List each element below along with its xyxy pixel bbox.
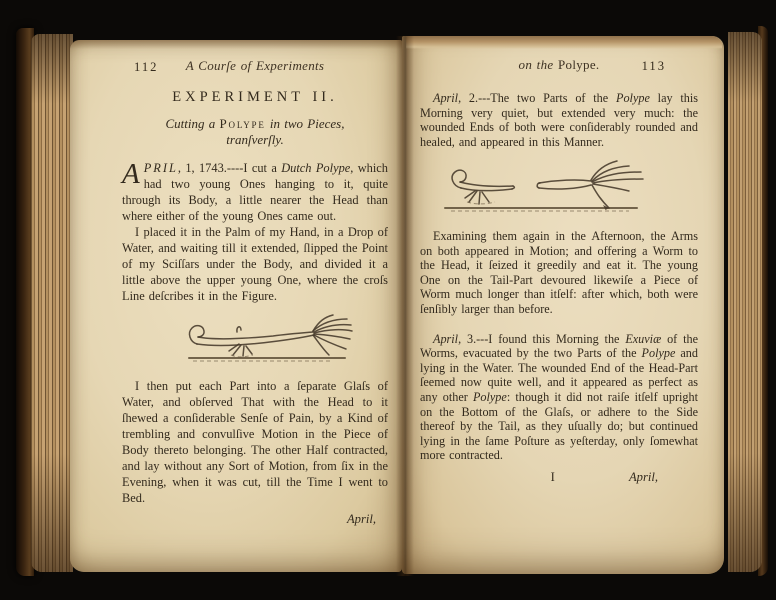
right-page-header [420, 58, 698, 76]
two-polype-parts-engraving [437, 158, 652, 220]
subtitle-line-1: Cutting a Polype in two Pieces, [165, 116, 345, 131]
left-page-header [122, 58, 388, 76]
two-polype-parts-figure [420, 158, 698, 224]
right-page [402, 36, 724, 574]
drop-cap-A: A [122, 158, 140, 190]
paragraph-examining: Examining them again in the Afternoon, the Arms on both appeared in Motion; and offering a Worm to the Head, it ſeized it greedily and eat it. The young One on the Tail-Part devoured likewiſe a Piece of Worm much longer than itſelf: after which, both were ſenſibly larger than before. [420, 228, 698, 316]
experiment-heading: EXPERIMENT II. [172, 89, 338, 105]
left-page-top-shadow [70, 40, 402, 49]
page-edges-right [728, 32, 762, 572]
right-page-footer [420, 470, 698, 488]
paragraph-april-1 [122, 160, 388, 224]
subtitle-line-2: tranſverſly. [226, 132, 284, 147]
right-page-top-edges [406, 36, 722, 49]
experiment-subtitle [122, 116, 388, 148]
left-catchword-row [122, 511, 388, 527]
polype-cut-figure [122, 313, 388, 373]
polype-cut-engraving [183, 313, 353, 369]
catchword-left: April, [346, 512, 376, 526]
paragraph-palm-of-hand: I placed it in the Palm of my Hand, in a Drop of Water, and waiting till it extended, ſlipped the Point of my Sciſſars under the Body, and divided it a little above the upper young One, where the croſs Line deſcribes it in the Figure. [122, 225, 388, 303]
paragraph-april-1-text: PRIL, 1, 1743.----I cut a Dutch Polype, which had two young Ones hanging to it, quite through its Body, a little nearer the Head than where either of the young Ones came out. [122, 161, 389, 223]
open-book [16, 26, 768, 578]
paragraph-april-3: April, 3.---I found this Morning the Exuviæ of the Worms, evacuated by the two Parts of the Polype and lying in the Water. The wounded End of the Head-Part ſeemed now quite well, and it appeared as perfect as any other Polype: though it did not raiſe itſelf upright on the Bottom of the Glaſs, or adhere to the Side thereof by the Tail, as they uſually do; but continued lying in the ſame Poſture as yeſterday, only ſomewhat more contracted. [420, 331, 698, 463]
page-number-right: 113 [641, 59, 666, 73]
signature-mark: I [550, 469, 555, 484]
page-edges-left [31, 34, 73, 572]
running-title-left: A Courſe of Experiments [185, 58, 325, 73]
paragraph-separate-glass: I then put each Part into a ſeparate Glaſs of Water, and obſerved That with the Head to it ſhewed a conſiderable Senſe of Pain, by a Kind of trembling and convulſive Motion in the Piece of Body thereto belonging. The other Half contracted, and lay without any Sort of Motion, from ſix in the Evening, when it was cut, till the Time I went to Bed. [122, 379, 388, 505]
paragraph-april-2: April, 2.---The two Parts of the Polype lay this Morning very quiet, but extended very much: the wounded Ends of both were conſiderably rounded and healed, and appeared in this Manner. [420, 91, 699, 149]
right-page-content [420, 58, 698, 488]
left-page [70, 40, 402, 572]
page-number-left: 112 [134, 60, 159, 74]
catchword-right: April, [628, 469, 658, 484]
running-title-right: on the Polype. [518, 57, 600, 72]
left-page-content [122, 58, 388, 527]
